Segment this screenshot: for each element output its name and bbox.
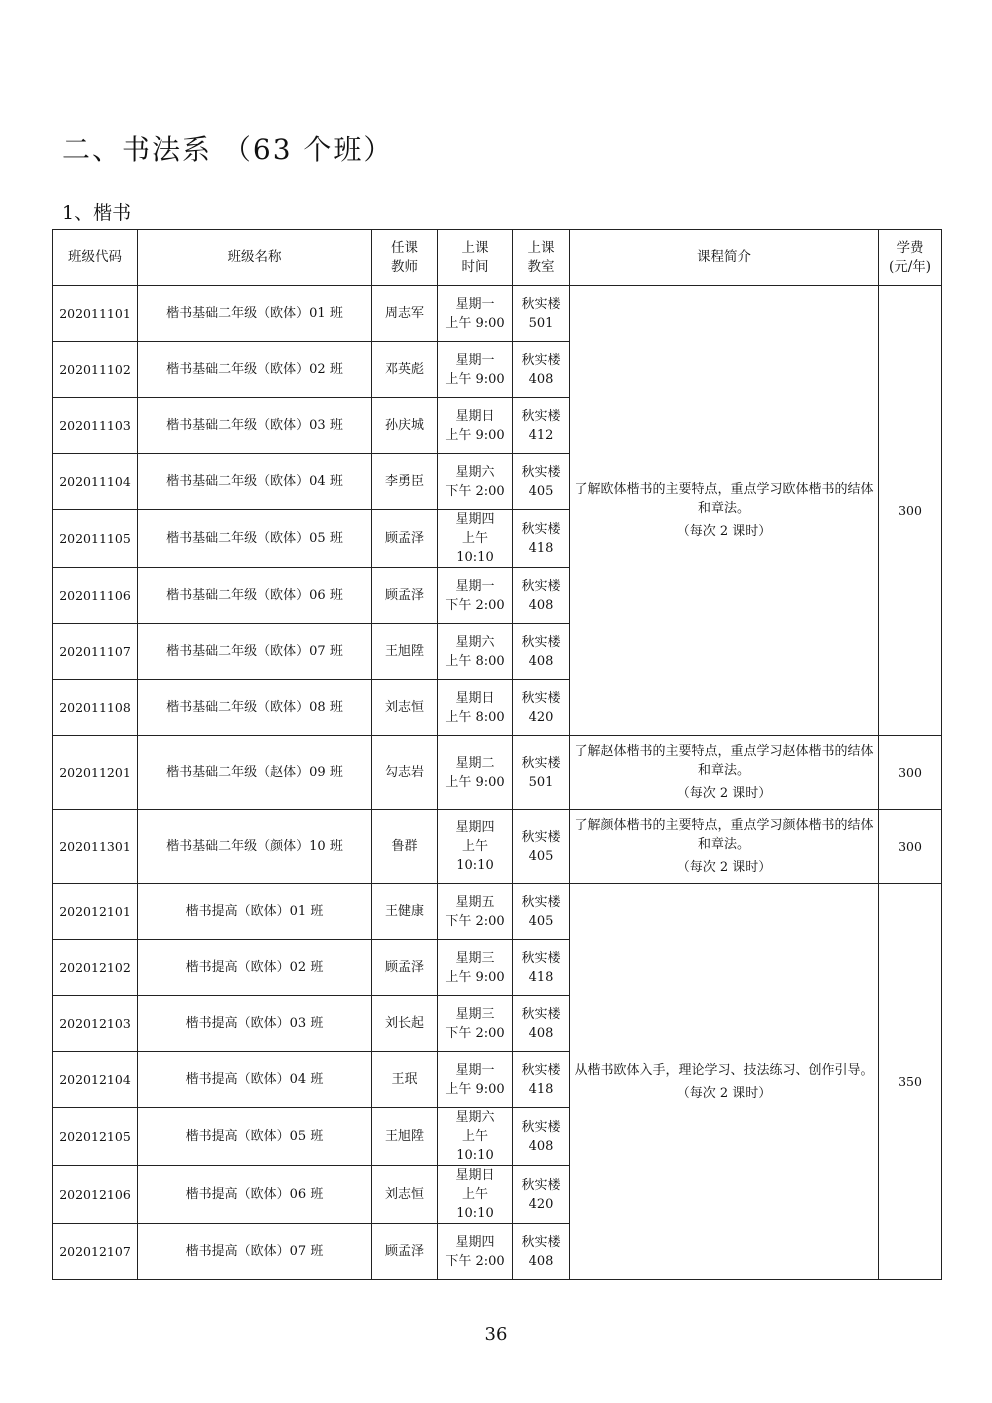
course-intro-note: （每次 2 课时）	[676, 860, 772, 875]
class-room	[513, 680, 570, 736]
class-day: 星期五	[455, 894, 495, 910]
class-hour: 上午 9:00	[445, 1081, 505, 1097]
page-title: 二、书法系 （63 个班）	[62, 133, 394, 166]
table-row	[53, 286, 942, 342]
room-number: 408	[528, 597, 554, 613]
class-hour: 上午 9:00	[445, 371, 505, 387]
teacher-name: 王珉	[372, 1052, 438, 1108]
class-day: 星期四	[455, 1234, 495, 1250]
course-intro-note: （每次 2 课时）	[676, 524, 772, 539]
teacher-name: 王旭陞	[372, 1108, 438, 1166]
class-name: 楷书提高（欧体）03 班	[138, 996, 372, 1052]
class-time	[438, 810, 513, 884]
course-table	[52, 229, 942, 1280]
building-name: 秋实楼	[521, 1177, 561, 1193]
header-code: 班级代码	[53, 230, 138, 286]
building-name: 秋实楼	[521, 690, 561, 706]
class-hour: 上午 8:00	[445, 709, 505, 725]
class-room	[513, 810, 570, 884]
course-intro-text: 了解欧体楷书的主要特点，重点学习欧体楷书的结体和章法。	[574, 482, 874, 516]
room-number: 501	[528, 315, 554, 331]
building-name: 秋实楼	[521, 1119, 561, 1135]
class-hour: 上午 9:00	[445, 969, 505, 985]
class-time	[438, 680, 513, 736]
class-code: 202012102	[53, 940, 138, 996]
class-room	[513, 1166, 570, 1224]
header-intro: 课程简介	[570, 230, 879, 286]
class-hour: 下午 2:00	[445, 597, 505, 613]
table-row	[53, 884, 942, 940]
building-name: 秋实楼	[521, 1062, 561, 1078]
teacher-name: 周志军	[372, 286, 438, 342]
course-intro-note: （每次 2 课时）	[676, 1085, 772, 1101]
header-fee: 学费 (元/年)	[879, 230, 942, 286]
teacher-name: 王健康	[372, 884, 438, 940]
teacher-name: 鲁群	[372, 810, 438, 884]
class-hour: 上午 10:10	[456, 839, 494, 873]
building-name: 秋实楼	[521, 950, 561, 966]
class-hour: 上午 10:10	[456, 1187, 494, 1221]
class-day: 星期日	[455, 408, 495, 424]
class-time	[438, 1224, 513, 1280]
class-code: 202012104	[53, 1052, 138, 1108]
room-number: 418	[528, 969, 554, 985]
teacher-name: 顾孟泽	[372, 1224, 438, 1280]
class-room	[513, 736, 570, 810]
room-number: 408	[528, 1025, 554, 1041]
class-day: 星期三	[455, 950, 495, 966]
section-title: 1、楷书	[62, 202, 132, 224]
class-code: 202012101	[53, 884, 138, 940]
class-time	[438, 398, 513, 454]
course-intro	[570, 884, 879, 1280]
class-time	[438, 1166, 513, 1224]
class-room	[513, 568, 570, 624]
class-code: 202011108	[53, 680, 138, 736]
building-name: 秋实楼	[521, 829, 561, 845]
teacher-name: 刘志恒	[372, 680, 438, 736]
room-number: 405	[528, 483, 554, 499]
class-code: 202012103	[53, 996, 138, 1052]
class-time	[438, 884, 513, 940]
class-hour: 上午 10:10	[456, 531, 494, 565]
class-name: 楷书基础二年级（赵体）09 班	[138, 736, 372, 810]
class-name: 楷书基础二年级（欧体）08 班	[138, 680, 372, 736]
class-day: 星期六	[455, 1110, 495, 1125]
teacher-name: 勾志岩	[372, 736, 438, 810]
class-room	[513, 286, 570, 342]
tuition-fee: 300	[879, 736, 942, 810]
class-name: 楷书提高（欧体）04 班	[138, 1052, 372, 1108]
building-name: 秋实楼	[521, 1234, 561, 1250]
class-time	[438, 736, 513, 810]
course-intro-note: （每次 2 课时）	[676, 786, 772, 801]
building-name: 秋实楼	[521, 634, 561, 650]
class-day: 星期一	[455, 296, 495, 312]
class-code: 202012105	[53, 1108, 138, 1166]
class-code: 202011104	[53, 454, 138, 510]
class-code: 202011106	[53, 568, 138, 624]
class-code: 202011102	[53, 342, 138, 398]
class-day: 星期日	[455, 690, 495, 706]
class-time	[438, 940, 513, 996]
tuition-fee: 300	[879, 286, 942, 736]
class-day: 星期一	[455, 578, 495, 594]
class-room	[513, 624, 570, 680]
header-time: 上课 时间	[438, 230, 513, 286]
building-name: 秋实楼	[521, 521, 561, 537]
class-hour: 下午 2:00	[445, 913, 505, 929]
page-number: 36	[484, 1324, 508, 1345]
room-number: 420	[528, 1196, 554, 1212]
teacher-name: 刘志恒	[372, 1166, 438, 1224]
class-hour: 上午 8:00	[445, 653, 505, 669]
course-intro	[570, 736, 879, 810]
header-name: 班级名称	[138, 230, 372, 286]
teacher-name: 邓英彪	[372, 342, 438, 398]
class-hour: 下午 2:00	[445, 483, 505, 499]
tuition-fee: 300	[879, 810, 942, 884]
class-room	[513, 1224, 570, 1280]
building-name: 秋实楼	[521, 1006, 561, 1022]
class-code: 202011105	[53, 510, 138, 568]
course-intro-text: 了解赵体楷书的主要特点，重点学习赵体楷书的结体和章法。	[574, 744, 874, 778]
class-name: 楷书基础二年级（欧体）05 班	[138, 510, 372, 568]
class-time	[438, 1108, 513, 1166]
class-time	[438, 342, 513, 398]
course-intro-text: 了解颜体楷书的主要特点，重点学习颜体楷书的结体和章法。	[574, 818, 874, 852]
building-name: 秋实楼	[521, 296, 561, 312]
teacher-name: 孙庆城	[372, 398, 438, 454]
room-number: 405	[528, 848, 554, 864]
class-time	[438, 996, 513, 1052]
course-intro	[570, 810, 879, 884]
room-number: 420	[528, 709, 554, 725]
room-number: 408	[528, 371, 554, 387]
room-number: 408	[528, 653, 554, 669]
room-number: 405	[528, 913, 554, 929]
class-time	[438, 568, 513, 624]
class-hour: 上午 9:00	[445, 774, 505, 790]
header-room: 上课 教室	[513, 230, 570, 286]
teacher-name: 顾孟泽	[372, 568, 438, 624]
class-hour: 上午 9:00	[445, 427, 505, 443]
class-room	[513, 940, 570, 996]
tuition-fee: 350	[879, 884, 942, 1280]
class-room	[513, 1052, 570, 1108]
teacher-name: 王旭陞	[372, 624, 438, 680]
class-room	[513, 510, 570, 568]
class-room	[513, 1108, 570, 1166]
teacher-name: 顾孟泽	[372, 940, 438, 996]
course-intro-text: 从楷书欧体入手，理论学习、技法练习、创作引导。	[574, 1062, 874, 1078]
class-room	[513, 996, 570, 1052]
class-day: 星期四	[455, 820, 495, 835]
class-name: 楷书基础二年级（欧体）01 班	[138, 286, 372, 342]
class-code: 202011107	[53, 624, 138, 680]
class-hour: 上午 9:00	[445, 315, 505, 331]
class-day: 星期三	[455, 1006, 495, 1022]
table-row	[53, 810, 942, 884]
building-name: 秋实楼	[521, 464, 561, 480]
table-header-row	[53, 230, 942, 286]
class-room	[513, 454, 570, 510]
class-time	[438, 1052, 513, 1108]
class-time	[438, 454, 513, 510]
teacher-name: 李勇臣	[372, 454, 438, 510]
class-time	[438, 510, 513, 568]
room-number: 408	[528, 1138, 554, 1154]
class-name: 楷书基础二年级（欧体）02 班	[138, 342, 372, 398]
class-name: 楷书提高（欧体）01 班	[138, 884, 372, 940]
class-time	[438, 624, 513, 680]
class-name: 楷书基础二年级（欧体）06 班	[138, 568, 372, 624]
class-name: 楷书提高（欧体）05 班	[138, 1108, 372, 1166]
class-hour: 下午 2:00	[445, 1253, 505, 1269]
class-time	[438, 286, 513, 342]
class-day: 星期四	[455, 512, 495, 527]
class-name: 楷书基础二年级（欧体）07 班	[138, 624, 372, 680]
building-name: 秋实楼	[521, 894, 561, 910]
class-name: 楷书基础二年级（颜体）10 班	[138, 810, 372, 884]
class-name: 楷书基础二年级（欧体）04 班	[138, 454, 372, 510]
class-room	[513, 884, 570, 940]
class-day: 星期二	[455, 755, 495, 771]
class-code: 202011201	[53, 736, 138, 810]
class-day: 星期日	[455, 1168, 495, 1183]
building-name: 秋实楼	[521, 578, 561, 594]
class-day: 星期六	[455, 464, 495, 480]
building-name: 秋实楼	[521, 352, 561, 368]
table-row	[53, 736, 942, 810]
room-number: 501	[528, 774, 554, 790]
room-number: 412	[528, 427, 554, 443]
class-room	[513, 342, 570, 398]
class-name: 楷书提高（欧体）02 班	[138, 940, 372, 996]
building-name: 秋实楼	[521, 755, 561, 771]
room-number: 418	[528, 540, 554, 556]
class-room	[513, 398, 570, 454]
class-day: 星期一	[455, 1062, 495, 1078]
building-name: 秋实楼	[521, 408, 561, 424]
class-hour: 下午 2:00	[445, 1025, 505, 1041]
class-day: 星期一	[455, 352, 495, 368]
class-code: 202012107	[53, 1224, 138, 1280]
class-day: 星期六	[455, 634, 495, 650]
class-code: 202011101	[53, 286, 138, 342]
course-intro	[570, 286, 879, 736]
teacher-name: 刘长起	[372, 996, 438, 1052]
room-number: 418	[528, 1081, 554, 1097]
teacher-name: 顾孟泽	[372, 510, 438, 568]
class-name: 楷书提高（欧体）07 班	[138, 1224, 372, 1280]
class-code: 202011103	[53, 398, 138, 454]
header-teacher: 任课 教师	[372, 230, 438, 286]
room-number: 408	[528, 1253, 554, 1269]
class-code: 202012106	[53, 1166, 138, 1224]
class-code: 202011301	[53, 810, 138, 884]
class-name: 楷书基础二年级（欧体）03 班	[138, 398, 372, 454]
class-hour: 上午 10:10	[456, 1129, 494, 1163]
class-name: 楷书提高（欧体）06 班	[138, 1166, 372, 1224]
